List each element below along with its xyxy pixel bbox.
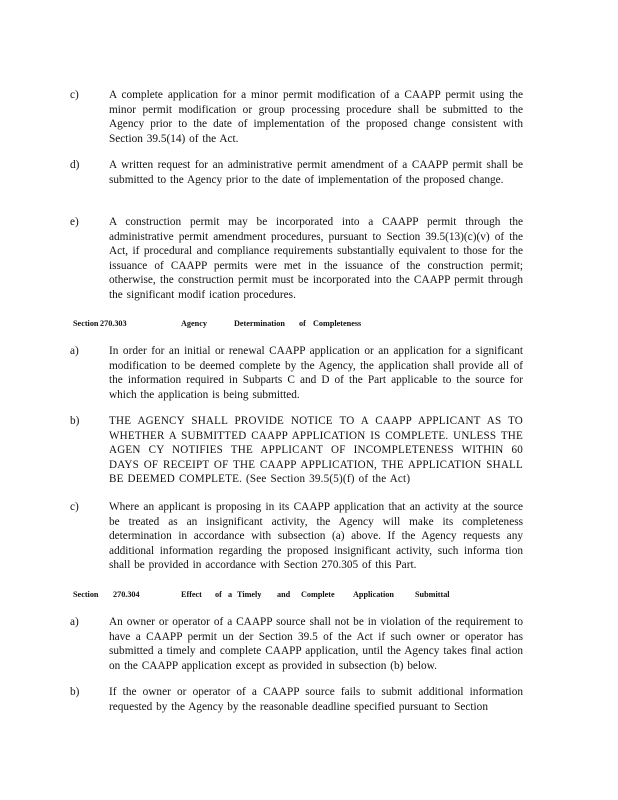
subsection-label: b) (70, 415, 80, 427)
subsection-text: A complete application for a minor permit modification of a CAAPP permit using the minor permit modification or group processing procedure shall be submitted to the Agency prior to the date of implementation of the proposed change consistent with Section 39.5(14) of the Act. (109, 89, 523, 145)
subsection-text: A construction permit may be incorporated into a CAAPP permit through the administrative permit amendment procedures, pursuant to Section 39.5(13)(c)(v) of the Act, if procedural and compliance requirements substantially equivalent to those for the issuance of CAAPP permits were met in the issuance of the construction permit; otherwise, the construction permit must be incorporated into the CAAPP permit through the significant modif ication procedures. (109, 216, 523, 301)
subsection-text: THE AGENCY SHALL PROVIDE NOTICE TO A CAAPP APPLICANT AS TO WHETHER A SUBMITTED CAAPP APPLICATION IS COMPLETE. UNLESS THE AGEN CY NOTIFIES THE APPLICANT OF INCOMPLETENESS WITHIN 60 DAYS OF RECEIPT OF THE CAAPP APPLICATION, THE APPLICATION SHALL BE DEEMED COMPLETE. (See Section 39.5(5)(f) of the Act) (109, 415, 523, 486)
section-title-word: Timely (237, 590, 262, 599)
subsection-label: c) (70, 501, 79, 513)
subsection-label: a) (70, 616, 79, 628)
subsection-label: e) (70, 216, 79, 228)
section-title-word: Effect (181, 590, 202, 599)
section-title-word: of (299, 319, 306, 328)
subsection-text: Where an applicant is proposing in its CAAPP application that an activity at the source be treated as an insignificant activity, the Agency will make its completeness determination in accordance with subsection (a) above. If the Agency requests any additional information regarding the proposed insignificant activity, such informa tion shall be provided in accordance with Section 270.305 of this Part. (109, 501, 523, 572)
subsection-label: d) (70, 159, 80, 171)
section-title-word: a (228, 590, 233, 599)
section-heading-270-303 (73, 318, 493, 330)
subsection-text: An owner or operator of a CAAPP source shall not be in violation of the requirement to have a CAAPP permit un der Section 39.5 of the Act if such owner or operator has submitted a timely and complete CAAPP application, until the Agency takes final action on the CAAPP application except as provided in subsection (b) below. (109, 616, 523, 672)
subsection-text: In order for an initial or renewal CAAPP application or an application for a significant modification to be deemed complete by the Agency, the application shall provide all of the information required in Subparts C and D of the Part applicable to the source for which the application is being submitted. (109, 345, 523, 401)
section-number: 270.303 (100, 319, 127, 328)
section-heading-270-304 (73, 589, 493, 601)
subsection-label: a) (70, 345, 79, 357)
subsection-text: A written request for an administrative permit amendment of a CAAPP permit shall be submitted to the Agency prior to the date of implementation of the proposed change. (109, 159, 523, 186)
section-title-word: Submittal (415, 590, 450, 599)
subsection-label: b) (70, 686, 80, 698)
section-title-word: Application (353, 590, 394, 599)
section-title-word: Agency (181, 319, 207, 328)
section-number: 270.304 (113, 590, 140, 599)
section-title-word: Completeness (313, 319, 362, 328)
section-word: Section (73, 319, 99, 328)
section-word: Section (73, 590, 99, 599)
section-title-word: and (277, 590, 291, 599)
section-title-word: of (215, 590, 222, 599)
subsection-text: If the owner or operator of a CAAPP source fails to submit additional information requested by the Agency by the reasonable deadline specified pursuant to Section (109, 686, 523, 713)
subsection-label: c) (70, 89, 79, 101)
section-title-word: Determination (234, 319, 285, 328)
section-title-word: Complete (301, 590, 335, 599)
